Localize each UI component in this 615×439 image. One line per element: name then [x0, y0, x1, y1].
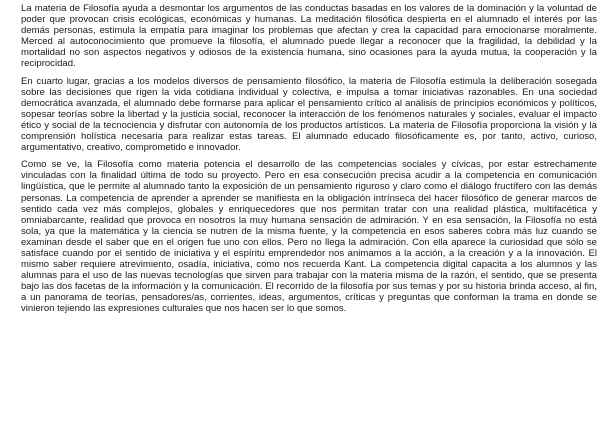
paragraph-2: En cuarto lugar, gracias a los modelos diversos de pensamiento filosófico, la materia de Filosofía estimula la deliberación sosegada sobre las decisiones que rigen la vida cotidiana individual y colectiva, e impulsa a tomar iniciativas razonables. En una sociedad democrática avanzada, el alumnado debe formarse para aplicar el pensamiento crítico al análisis de principios económicos y políticos, sopesar teorías sobre la libertad y la justicia social, reconocer la interacción de los fenómenos naturales y sociales, evaluar el impacto ético y social de la tecnociencia y disfrutar con autonomía de los productos artísticos. La materia de Filosofía proporciona la visión y la comprensión holística necesaria para realizar estas tareas. El alumnado educado filosóficamente es, por tanto, activo, curioso, argumentativo, creativo, comprometido e innovador. — [21, 75, 597, 154]
paragraph-1: La materia de Filosofía ayuda a desmontar los argumentos de las conductas basadas en los valores de la dominación y la voluntad de poder que provocan crisis ecológicas, económicas y humanas. La meditación filosófica despierta en el alumnado el interés por las demás personas, estimula la empatía para imaginar los problemas que afectan y crea la capacidad para emocionarse moralmente. Merced al autoconocimiento que promueve la filosofía, el alumnado puede llegar a reconocer que la fragilidad, la debilidad y la mortalidad no son aspectos negativos y odiosos de la existencia humana, sino ocasiones para la ayuda mutua, la cooperación y la reciprocidad. — [21, 3, 597, 70]
paragraph-3: Como se ve, la Filosofía como materia potencia el desarrollo de las competencias sociales y cívicas, por estar estrechamente vinculadas con la finalidad última de todo su proyecto. Pero en esa consecución precisa acudir a la competencia en comunicación lingüística, que le permite al alumnado tanto la exposición de un pensamiento riguroso y claro como el diálogo fructífero con las demás personas. La competencia de aprender a aprender se manifiesta en la obligación intrínseca del hacer filosófico de generar marcos de sentido cada vez más complejos, globales y enriquecedores que nos permitan tratar con una realidad plástica, multifacética y omniabarcante, realidad que provoca en nosotros la muy humana sensación de admiración. Y en esa sensación, la Filosofía no está sola, ya que la matemática y la ciencia se nutren de la misma fuente, y la competencia en esos saberes cobra más luz cuando se examinan desde el saber que en el origen fue uno con ellos. Pero no llega la admiración. Con ella aparece la curiosidad que sólo se satisface cuando por el sentido de iniciativa y el espíritu emprendedor nos animamos a la acción, a la creación y a la innovación. El mismo saber requiere atrevimiento, osadía, iniciativa, como nos recuerda Kant. La competencia digital capacita a los alumnos y las alumnas para el uso de las nuevas tecnologías que sirven para trabajar con la materia misma de la razón, el sentido, que se presenta bajo las dos facetas de la información y la comunicación. El recorrido de la filosofía por sus temas y por su historia brinda acceso, al fin, a un panorama de teorías, pensadores/as, corrientes, ideas, argumentos, críticas y preguntas que conforman la trama en donde se vinieron tejiendo las expresiones culturales que nos hacen ser lo que somos. — [21, 159, 597, 315]
document-body — [21, 3, 597, 321]
